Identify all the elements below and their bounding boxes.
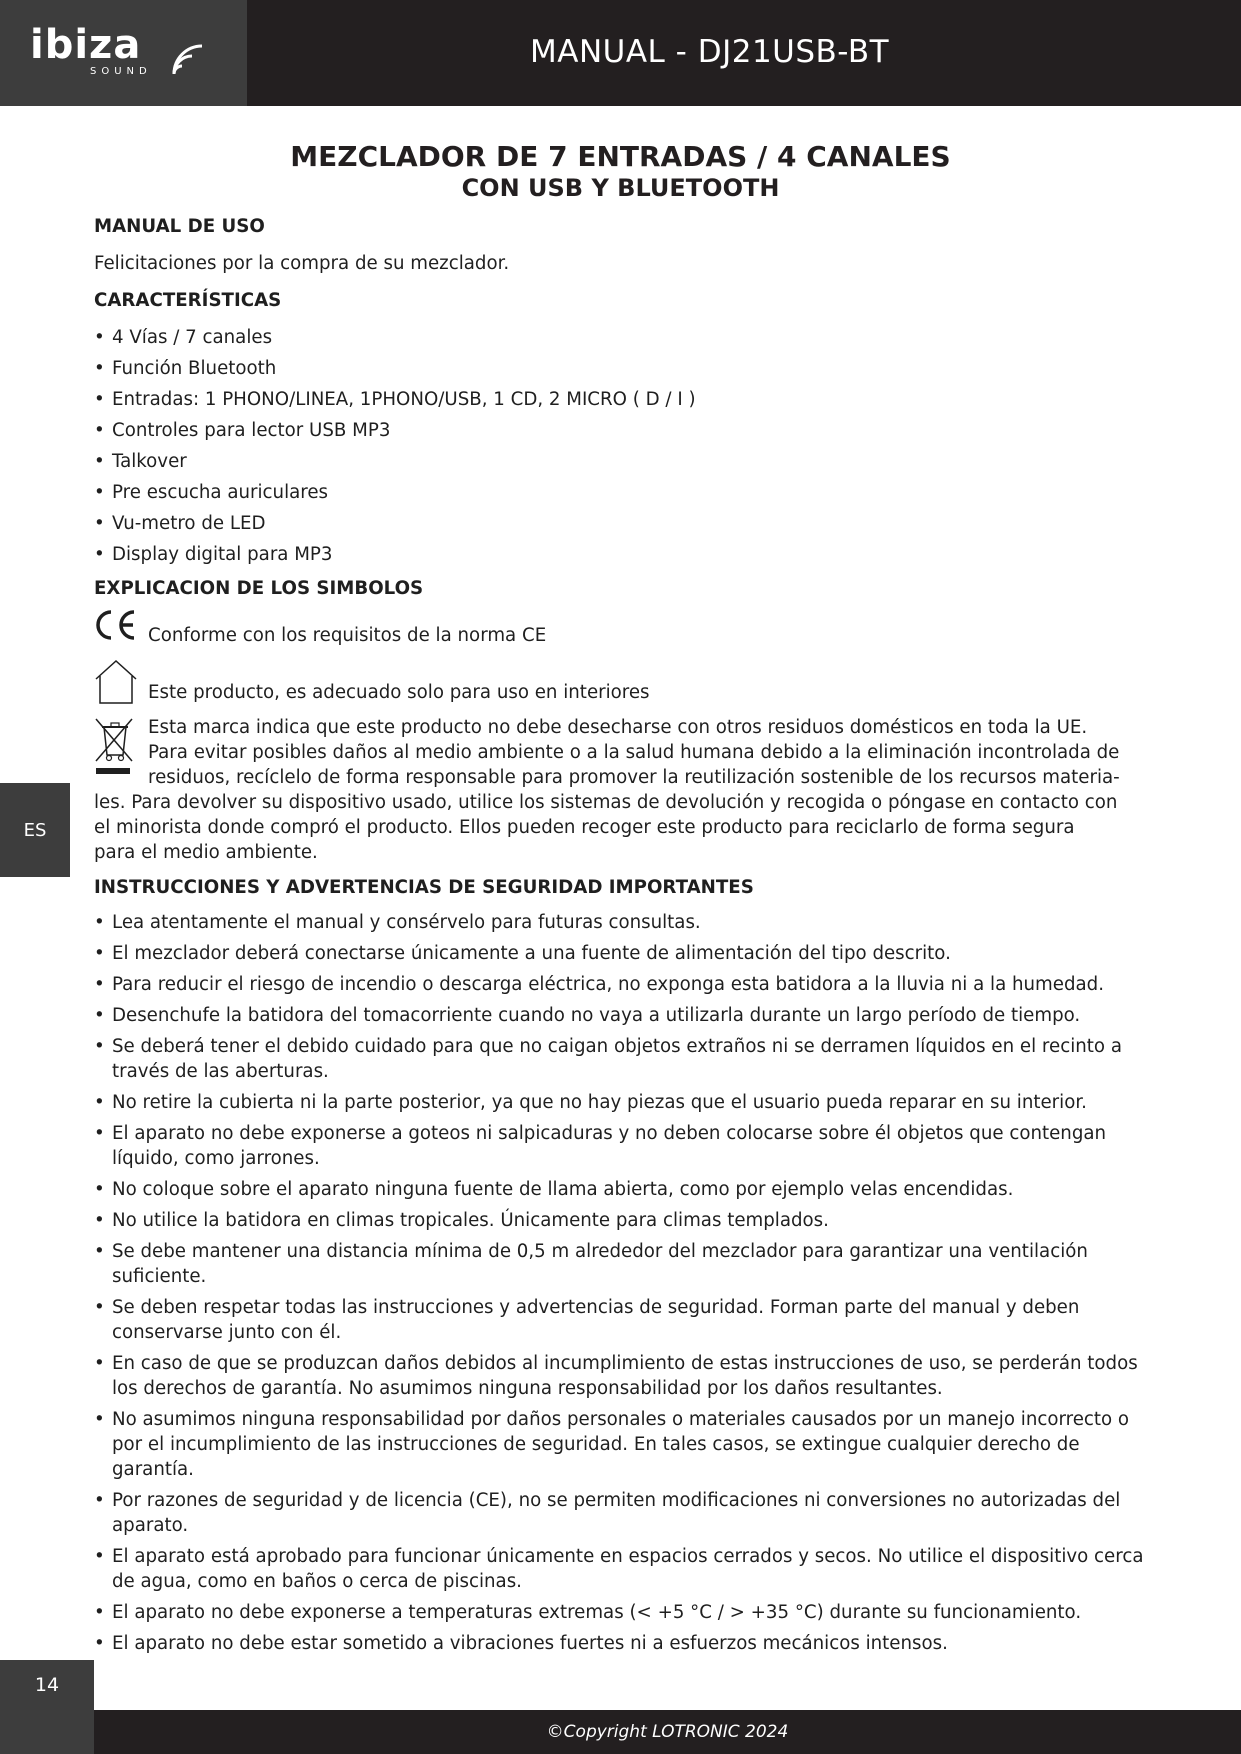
list-item: • No coloque sobre el aparato ninguna fuente de llama abierta, como por ejemplo velas encendidas. <box>94 1177 1154 1202</box>
list-item: • Controles para lector USB MP3 <box>94 418 1154 443</box>
list-item: • Talkover <box>94 449 1154 474</box>
list-item: • En caso de que se produzcan daños debidos al incumplimiento de estas instrucciones de uso, se perderán todos los derechos de garantía. No asumimos ninguna responsabilidad por los daños resultantes. <box>94 1351 1154 1401</box>
manual-text: Felicitaciones por la compra de su mezclador. <box>94 253 510 274</box>
page-header <box>0 0 1241 106</box>
sound-waves-icon <box>170 34 214 78</box>
logo-subtext: SOUND <box>90 66 152 77</box>
list-item: • El aparato no debe estar sometido a vibraciones fuertes ni a esfuerzos mecánicos intensos. <box>94 1631 1154 1656</box>
list-item: • No asumimos ninguna responsabilidad por daños personales o materiales causados por un manejo incorrecto o por el incumplimiento de las instrucciones de seguridad. En tales casos, se extingue cualquier derecho de garantía. <box>94 1407 1154 1482</box>
logo-text: ibiza <box>30 22 142 68</box>
list-item: • Pre escucha auriculares <box>94 480 1154 505</box>
list-item: • No utilice la batidora en climas tropicales. Únicamente para climas templados. <box>94 1208 1154 1233</box>
indoor-symbol-row <box>94 657 1154 715</box>
features-list <box>94 325 1154 567</box>
list-item: • Se deben respetar todas las instrucciones y advertencias de seguridad. Forman parte del manual y deben conservarse junto con él. <box>94 1295 1154 1345</box>
language-tab: ES <box>0 783 70 877</box>
list-item: • Entradas: 1 PHONO/LINEA, 1PHONO/USB, 1 CD, 2 MICRO ( D / I ) <box>94 387 1154 412</box>
weee-line: residuos, recíclelo de forma responsable para promover la reutilización sostenible de los recursos materia- <box>148 767 1120 788</box>
document-body <box>94 214 1154 1656</box>
list-item: • 4 Vías / 7 canales <box>94 325 1154 350</box>
list-item: • El mezclador deberá conectarse únicamente a una fuente de alimentación del tipo descrito. <box>94 941 1154 966</box>
list-item: • Desenchufe la batidora del tomacorriente cuando no vaya a utilizarla durante un largo período de tiempo. <box>94 1003 1154 1028</box>
weee-line: el minorista donde compró el producto. Ellos pueden recoger este producto para reciclarlo de forma segura <box>94 817 1075 838</box>
symbols-heading: EXPLICACION DE LOS SIMBOLOS <box>94 578 424 599</box>
list-item: • Para reducir el riesgo de incendio o descarga eléctrica, no exponga esta batidora a la lluvia ni a la humedad. <box>94 972 1154 997</box>
brand-logo <box>0 0 247 106</box>
list-item: • El aparato no debe exponerse a temperaturas extremas (< +5 °C / > +35 °C) durante su funcionamiento. <box>94 1600 1154 1625</box>
list-item: • Función Bluetooth <box>94 356 1154 381</box>
list-item: • Display digital para MP3 <box>94 542 1154 567</box>
safety-list <box>94 910 1154 1656</box>
weee-line: les. Para devolver su dispositivo usado, utilice los sistemas de devolución y recogida o póngase en contacto con <box>94 792 1118 813</box>
weee-line: Para evitar posibles daños al medio ambiente o a la salud humana debido a la eliminación incontrolada de <box>148 742 1120 763</box>
ce-text: Conforme con los requisitos de la norma CE <box>148 625 547 646</box>
manual-title: MANUAL - DJ21USB-BT <box>530 34 890 70</box>
list-item: • El aparato está aprobado para funcionar únicamente en espacios cerrados y secos. No utilice el dispositivo cerca de agua, como en baños o cerca de piscinas. <box>94 1544 1154 1594</box>
indoor-house-icon <box>94 659 138 705</box>
manual-heading: MANUAL DE USO <box>94 216 265 237</box>
list-item: • Por razones de seguridad y de licencia (CE), no se permiten modificaciones ni conversiones no autorizadas del aparato. <box>94 1488 1154 1538</box>
page-title: MEZCLADOR DE 7 ENTRADAS / 4 CANALES <box>290 140 951 173</box>
page-subtitle: CON USB Y BLUETOOTH <box>461 174 780 202</box>
list-item: • Se debe mantener una distancia mínima de 0,5 m alrededor del mezclador para garantizar una ventilación suficiente. <box>94 1239 1154 1289</box>
ce-mark-icon <box>94 609 138 641</box>
copyright-footer: ©Copyright LOTRONIC 2024 <box>94 1710 1241 1754</box>
weee-line: Esta marca indica que este producto no debe desecharse con otros residuos domésticos en toda la UE. <box>148 717 1088 738</box>
list-item: • No retire la cubierta ni la parte posterior, ya que no hay piezas que el usuario pueda reparar en su interior. <box>94 1090 1154 1115</box>
list-item: • Se deberá tener el debido cuidado para que no caigan objetos extraños ni se derramen líquidos en el recinto a través de las aberturas. <box>94 1034 1154 1084</box>
indoor-text: Este producto, es adecuado solo para uso en interiores <box>148 682 650 703</box>
page-number: 14 <box>0 1660 94 1754</box>
weee-symbol-row <box>94 715 1154 790</box>
features-heading: CARACTERÍSTICAS <box>94 290 282 311</box>
weee-line: para el medio ambiente. <box>94 842 318 863</box>
safety-heading: INSTRUCCIONES Y ADVERTENCIAS DE SEGURIDAD IMPORTANTES <box>94 877 754 898</box>
ce-symbol-row <box>94 613 1154 657</box>
list-item: • El aparato no debe exponerse a goteos ni salpicaduras y no deben colocarse sobre él objetos que contengan líquido, como jarrones. <box>94 1121 1154 1171</box>
weee-bin-icon <box>94 715 136 777</box>
list-item: • Vu-metro de LED <box>94 511 1154 536</box>
list-item: • Lea atentamente el manual y consérvelo para futuras consultas. <box>94 910 1154 935</box>
